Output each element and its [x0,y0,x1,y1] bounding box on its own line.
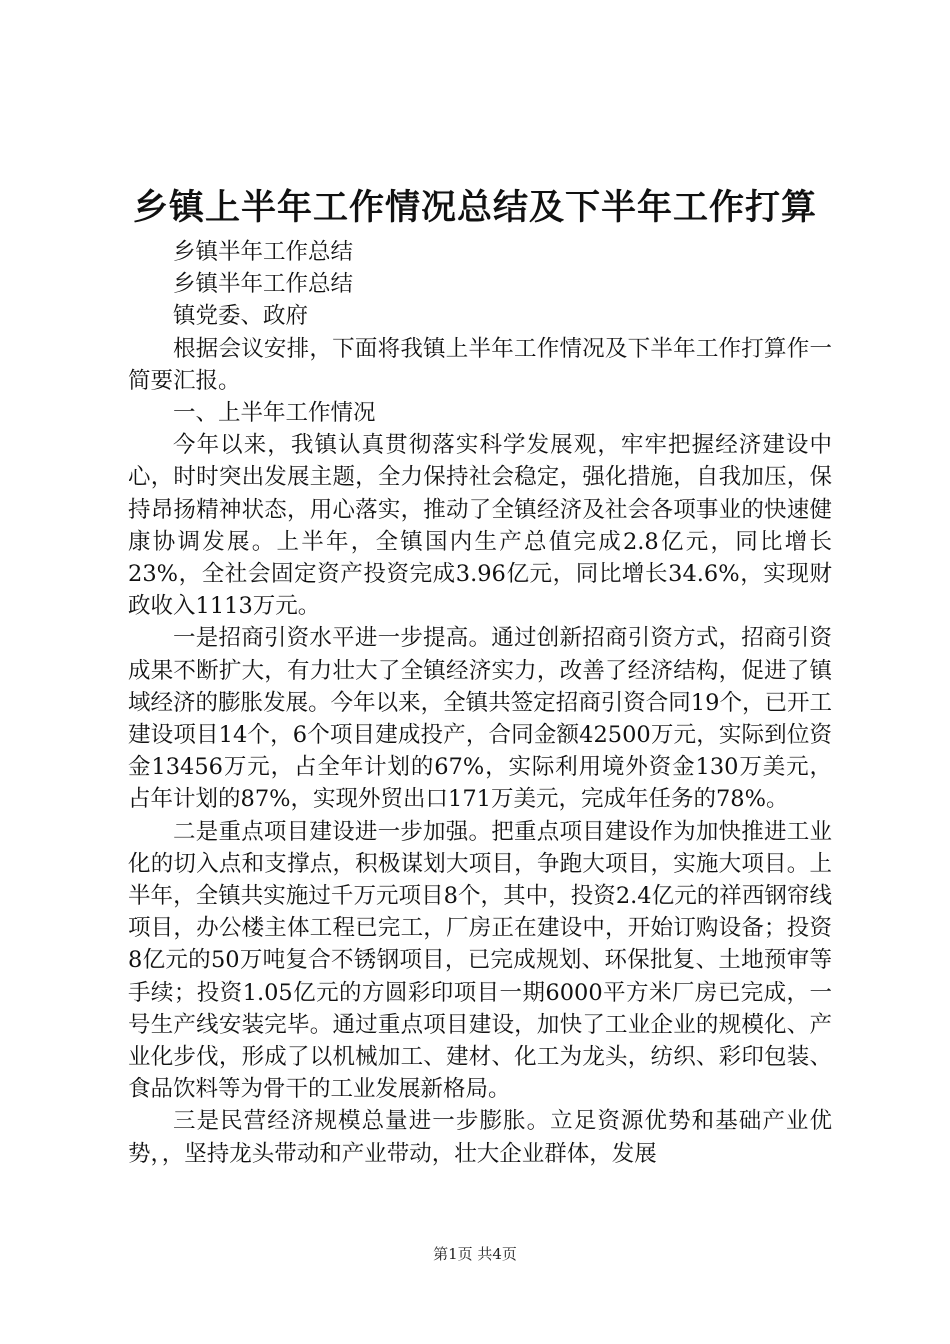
subtitle-line: 乡镇半年工作总结 [173,239,354,265]
document-title: 乡镇上半年工作情况总结及下半年工作打算 [132,188,817,228]
body-paragraph: 一是招商引资水平进一步提高。通过创新招商引资方式，招商引资成果不断扩大，有力壮大了全镇经济实力，改善了经济结构，促进了镇域经济的膨胀发展。今年以来，全镇共签定招商引资合同19个，已开工建设项目14个，6个项目建成投产，合同金额42500万元，实际到位资金13456万元，占全年计划的67%，实际利用境外资金130万美元，占年计划的87%，实现外贸出口171万美元，完成年任务的78%。 [128,625,832,813]
body-paragraph: 二是重点项目建设进一步加强。把重点项目建设作为加快推进工业化的切入点和支撑点，积极谋划大项目，争跑大项目，实施大项目。上半年，全镇共实施过千万元项目8个，其中，投资2.4亿元的祥西钢帘线项目，办公楼主体工程已完工，厂房正在建设中，开始订购设备；投资8亿元的50万吨复合不锈钢项目，已完成规划、环保批复、土地预审等手续；投资1.05亿元的方圆彩印项目一期6000平方米厂房已完成，一号生产线安装完毕。通过重点项目建设，加快了工业企业的规模化、产业化步伐，形成了以机械加工、建材、化工为龙头，纺织、彩印包装、食品饮料等为骨干的工业发展新格局。 [128,818,832,1103]
intro-paragraph: 根据会议安排，下面将我镇上半年工作情况及下半年工作打算作一简要汇报。 [128,335,832,394]
body-paragraph: 三是民营经济规模总量进一步膨胀。立足资源优势和基础产业优势，，坚持龙头带动和产业带动，壮大企业群体，发展 [128,1108,832,1167]
addressee-line: 镇党委、政府 [173,303,309,330]
document-body [128,236,832,1170]
section-heading: 一、上半年工作情况 [173,400,376,427]
page-footer: 第1页 共4页 [433,1245,517,1263]
body-paragraph: 今年以来，我镇认真贯彻落实科学发展观，牢牢把握经济建设中心，时时突出发展主题，全力保持社会稳定，强化措施，自我加压，保持昂扬精神状态，用心落实，推动了全镇经济及社会各项事业的快速健康协调发展。上半年，全镇国内生产总值完成2.8亿元，同比增长23%，全社会固定资产投资完成3.96亿元，同比增长34.6%，实现财政收入1113万元。 [128,432,832,620]
subtitle-line: 乡镇半年工作总结 [173,271,354,298]
